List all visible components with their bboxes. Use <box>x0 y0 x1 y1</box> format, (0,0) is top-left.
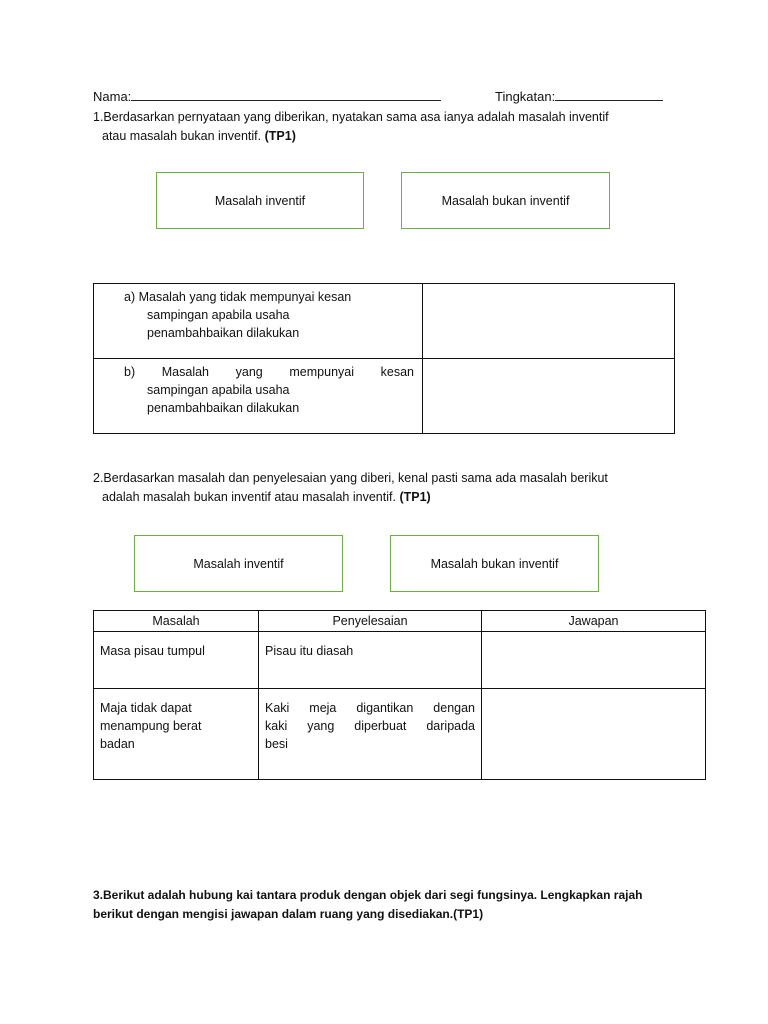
q2-prompt <box>93 469 693 507</box>
q1-statement-a <box>94 284 423 359</box>
q2-table <box>93 610 706 780</box>
q1-option-inventive-label: Masalah inventif <box>214 193 306 208</box>
name-label: Nama: <box>93 89 132 104</box>
q3-prompt-line1: 3.Berikut adalah hubung kai tantara produk dengan objek dari segi fungsinya. Lengkapkan rajah <box>93 888 643 902</box>
q2-row-2-jawapan[interactable] <box>482 689 706 780</box>
q3-prompt <box>93 886 703 924</box>
q2-row-1-penyelesaian <box>259 632 482 689</box>
q1-answer-a[interactable] <box>423 284 675 359</box>
q1-statement-a-first: Masalah yang tidak mempunyai kesan <box>138 290 352 304</box>
q1-option-non-inventive-label: Masalah bukan inventif <box>441 193 570 208</box>
q1-option-non-inventive <box>401 172 610 229</box>
q1-prompt-line1: 1.Berdasarkan pernyataan yang diberikan, nyatakan sama asa ianya adalah masalah inventif <box>93 110 609 124</box>
q2-row-2-penyelesaian-line1: Kaki meja digantikan dengan <box>265 701 475 715</box>
q2-option-non-inventive-label: Masalah bukan inventif <box>430 556 559 571</box>
q1-statement-b-line1 <box>124 363 414 381</box>
q1-statement-a-marker: a) <box>124 290 136 304</box>
q1-statement-b-line2: sampingan apabila usaha <box>147 383 290 397</box>
form-label: Tingkatan: <box>495 89 556 104</box>
q3-prompt-line2: berikut dengan mengisi jawapan dalam ruang yang disediakan.(TP1) <box>93 907 484 921</box>
q2-prompt-line2: adalah masalah bukan inventif atau masalah inventif. <box>102 490 396 504</box>
q1-statement-b-line3: penambahbaikan dilakukan <box>147 401 300 415</box>
q2-row-2-masalah-line1: Maja tidak dapat <box>100 701 192 715</box>
q2-row-2 <box>94 689 706 780</box>
q2-row-1-penyelesaian-line1: Pisau itu diasah <box>265 644 354 658</box>
name-blank-line[interactable] <box>131 89 441 101</box>
q2-row-2-penyelesaian-line2: kaki yang diperbuat daripada <box>265 719 475 733</box>
q2-header-row <box>94 611 706 632</box>
q1-statement-a-line3: penambahbaikan dilakukan <box>147 326 300 340</box>
q2-row-1-jawapan[interactable] <box>482 632 706 689</box>
q1-prompt-line2: atau masalah bukan inventif. <box>102 129 262 143</box>
q1-row-a <box>94 284 675 359</box>
q1-option-inventive <box>156 172 364 229</box>
q2-row-2-masalah <box>94 689 259 780</box>
q2-row-2-penyelesaian-line3: besi <box>265 737 288 751</box>
q2-header-jawapan: Jawapan <box>482 611 706 632</box>
form-blank-line[interactable] <box>555 89 663 101</box>
q1-prompt <box>93 108 693 146</box>
q2-prompt-line2-wrap <box>93 488 693 507</box>
q2-row-2-penyelesaian <box>259 689 482 780</box>
q2-row-2-masalah-line3: badan <box>100 737 135 751</box>
q2-header-masalah: Masalah <box>94 611 259 632</box>
q2-row-2-masalah-line2: menampung berat <box>100 719 202 733</box>
q2-tp: (TP1) <box>399 490 431 504</box>
q1-statement-b <box>94 359 423 434</box>
q1-table <box>93 283 675 434</box>
form-field[interactable] <box>495 89 663 104</box>
q1-statement-b-first: Masalah yang mempunyai kesan <box>161 365 414 379</box>
q1-prompt-line2-wrap <box>93 127 693 146</box>
q2-header-penyelesaian: Penyelesaian <box>259 611 482 632</box>
q2-option-non-inventive <box>390 535 599 592</box>
q1-statement-a-line2: sampingan apabila usaha <box>147 308 290 322</box>
q2-prompt-line1: 2.Berdasarkan masalah dan penyelesaian yang diberi, kenal pasti sama ada masalah berikut <box>93 471 608 485</box>
q1-tp: (TP1) <box>264 129 296 143</box>
q2-option-inventive <box>134 535 343 592</box>
q2-row-1-masalah <box>94 632 259 689</box>
q1-row-b <box>94 359 675 434</box>
q1-statement-b-marker: b) <box>124 365 136 379</box>
q1-answer-b[interactable] <box>423 359 675 434</box>
q2-row-1-masalah-line1: Masa pisau tumpul <box>100 644 205 658</box>
q2-option-inventive-label: Masalah inventif <box>193 556 284 571</box>
name-field[interactable] <box>93 89 441 104</box>
q2-row-1 <box>94 632 706 689</box>
